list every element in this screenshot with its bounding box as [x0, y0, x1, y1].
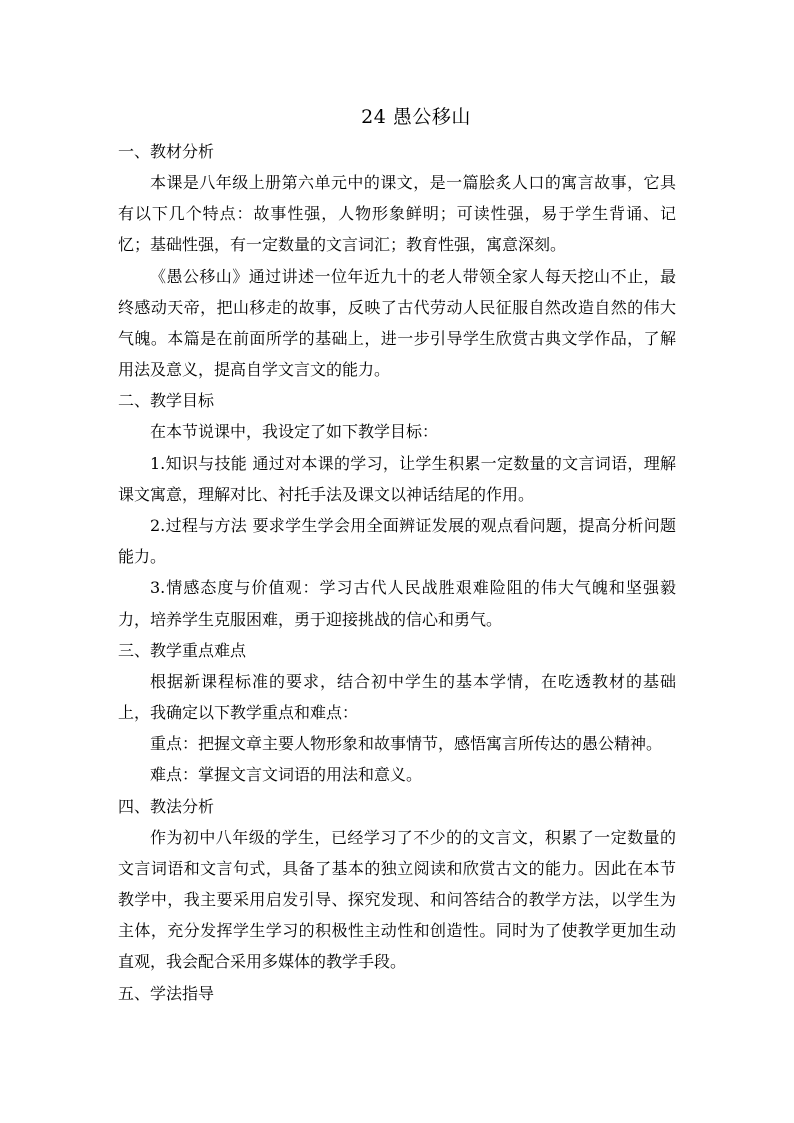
paragraph: 2.过程与方法 要求学生学会用全面辨证发展的观点看问题，提高分析问题能力。	[118, 516, 676, 567]
section-teaching-methods	[118, 791, 676, 978]
section-heading: 三、教学重点难点	[118, 640, 247, 660]
section-heading: 五、学法指导	[118, 983, 215, 1003]
paragraph: 在本节说课中，我设定了如下教学目标：	[150, 422, 439, 442]
section-learning-guidance	[118, 978, 676, 1009]
section-key-difficult-points	[118, 635, 676, 791]
paragraph: 3.情感态度与价值观：学习古代人民战胜艰难险阻的伟大气魄和坚强毅力，培养学生克服困难，勇于迎接挑战的信心和勇气。	[118, 578, 676, 629]
paragraph: 《愚公移山》通过讲述一位年近九十的老人带领全家人每天挖山不止，最终感动天帝，把山移走的故事，反映了古代劳动人民征服自然改造自然的伟大气魄。本篇是在前面所学的基础上，进一步引导学生欣赏古典文学作品，了解用法及意义，提高自学文言文的能力。	[118, 266, 676, 380]
section-heading: 一、教材分析	[118, 142, 215, 161]
section-heading: 四、教法分析	[118, 796, 215, 816]
paragraph: 作为初中八年级的学生，已经学习了不少的的文言文，积累了一定数量的文言词语和文言句式，具备了基本的独立阅读和欣赏古文的能力。因此在本节教学中，我主要采用启发引导、探究发现、和问答结合的教学方法，以学生为主体，充分发挥学生学习的积极性主动性和创造性。同时为了使教学更加生动直观，我会配合采用多媒体的教学手段。	[118, 827, 676, 972]
paragraph: 难点：掌握文言文词语的用法和意义。	[150, 765, 423, 785]
section-teaching-objectives	[118, 385, 676, 634]
paragraph: 本课是八年级上册第六单元中的课文，是一篇脍炙人口的寓言故事，它具有以下几个特点：故事性强，人物形象鲜明；可读性强，易于学生背诵、记忆；基础性强，有一定数量的文言词汇；教育性强，寓意深刻。	[118, 173, 676, 255]
paragraph: 根据新课程标准的要求，结合初中学生的基本学情，在吃透教材的基础上，我确定以下教学重点和难点：	[118, 671, 676, 723]
section-heading: 二、教学目标	[118, 391, 215, 411]
paragraph: 1.知识与技能 通过对本课的学习，让学生积累一定数量的文言词语，理解课文寓意，理解对比、衬托手法及课文以神话结尾的作用。	[118, 453, 676, 504]
document-title: 24 愚公移山	[361, 106, 471, 128]
section-textbook-analysis	[118, 136, 676, 385]
paragraph: 重点：把握文章主要人物形象和故事情节，感悟寓言所传达的愚公精神。	[150, 734, 663, 754]
